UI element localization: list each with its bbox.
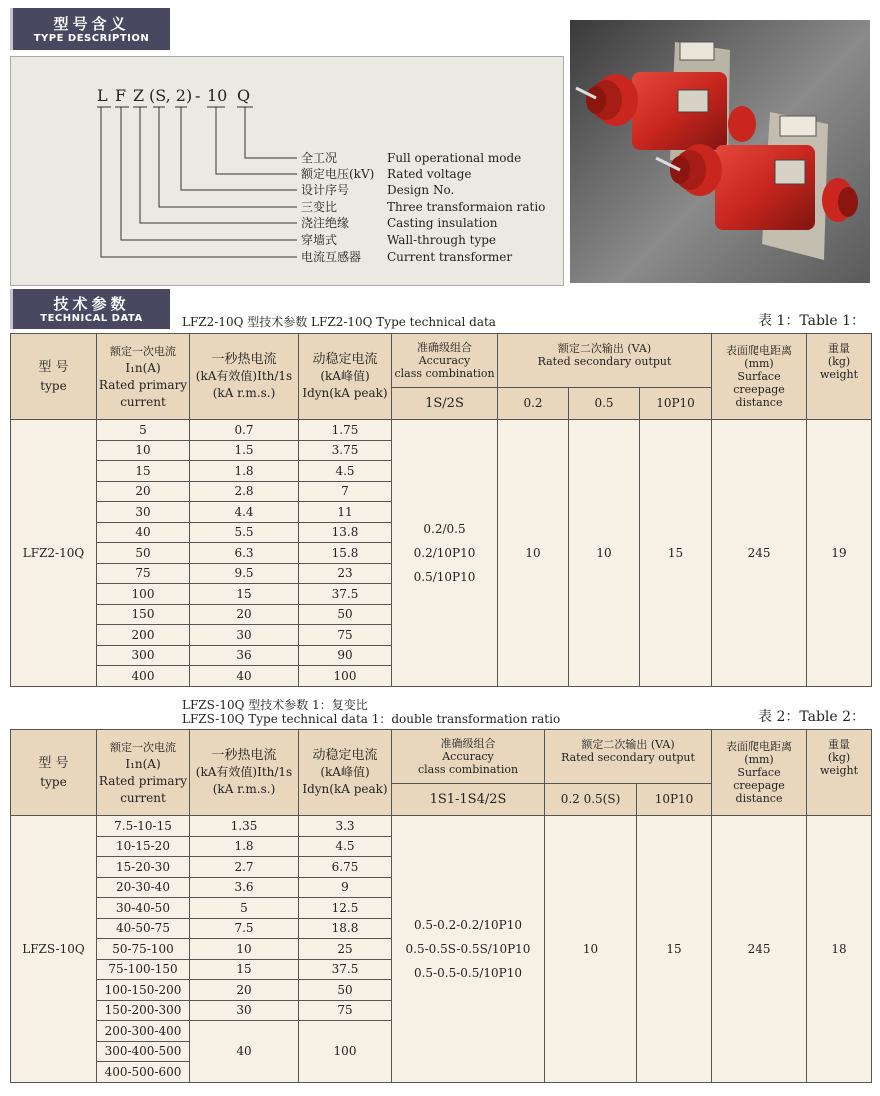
t1-dynamic-current: 100 [299,666,392,687]
t2-thermal-current: 10 [190,939,299,960]
item-full-mode-cn: 全工况 [301,151,338,165]
t1-dynamic-current: 13.8 [299,522,392,543]
item-design-no-en: Design No. [387,183,455,197]
t2-head-type: 型 号 type [11,730,97,816]
t2-primary-current: 15-20-30 [97,857,190,878]
t2-creepage: 245 [712,816,807,1083]
t1-head-output-02: 0.2 [498,388,569,420]
t1-head-weight: 重量 (kg) weight [807,334,872,420]
t1-primary-current: 10 [97,440,190,461]
model-sub-s2: (S, 2) [149,86,193,105]
t1-primary-current: 400 [97,666,190,687]
t1-primary-current: 50 [97,543,190,564]
t1-primary-current: 100 [97,584,190,605]
t1-primary-current: 150 [97,604,190,625]
table2-label: 表 2：Table 2： [758,709,866,725]
item-casting-en: Casting insulation [387,216,498,230]
t1-dynamic-current: 7 [299,481,392,502]
t2-primary-current: 30-40-50 [97,898,190,919]
t2-output-02-05s: 10 [545,816,637,1083]
t2-thermal-current: 1.35 [190,816,299,837]
t1-primary-current: 15 [97,461,190,482]
table1-label: 表 1：Table 1： [758,313,866,329]
t1-dynamic-current: 37.5 [299,584,392,605]
t2-weight: 18 [807,816,872,1083]
t1-primary-current: 40 [97,522,190,543]
t1-thermal-current: 15 [190,584,299,605]
t2-dynamic-current: 50 [299,980,392,1001]
t2-accuracy-combination [392,816,545,1083]
t1-thermal-current: 6.3 [190,543,299,564]
model-letter-l: L [97,86,108,105]
t1-primary-current: 75 [97,563,190,584]
accuracy-option: 0.5-0.2-0.2/10P10 [413,917,523,932]
t1-weight: 19 [807,420,872,687]
t2-thermal-current: 7.5 [190,918,299,939]
t2-thermal-current-merged: 40 [190,1021,299,1083]
t1-dynamic-current: 15.8 [299,543,392,564]
t2-dynamic-current: 6.75 [299,857,392,878]
t2-head-weight: 重量 (kg) weight [807,730,872,816]
t2-primary-current: 50-75-100 [97,939,190,960]
t1-thermal-current: 1.8 [190,461,299,482]
t1-head-type: 型 号 type [11,334,97,420]
t2-primary-current: 20-30-40 [97,877,190,898]
type-description-header [10,8,170,50]
current-transformer-illustration [570,20,870,283]
t2-dynamic-current: 4.5 [299,836,392,857]
accuracy-option: 0.2/10P10 [413,545,476,560]
t2-primary-current: 75-100-150 [97,959,190,980]
t2-head-creepage: 表面爬电距离 (mm) Surface creepage distance [712,730,807,816]
table2-caption-cn: LFZS-10Q 型技术参数 1：复变比 [182,698,368,712]
table-row [11,420,872,441]
t2-head-accuracy: 准确级组合 Accuracy class combination [392,730,545,784]
technical-data-title-en: TECHNICAL DATA [40,313,143,324]
t2-dynamic-current: 12.5 [299,898,392,919]
t1-primary-current: 30 [97,502,190,523]
t1-head-thermal: 一秒热电流 (kA有效值)Ith/1s (kA r.m.s.) [190,334,299,420]
t2-thermal-current: 20 [190,980,299,1001]
t1-dynamic-current: 3.75 [299,440,392,461]
t2-head-thermal: 一秒热电流 (kA有效值)Ith/1s (kA r.m.s.) [190,730,299,816]
t1-thermal-current: 5.5 [190,522,299,543]
t2-head-output-02-05s: 0.2 0.5(S) [545,784,637,816]
item-wall-through-cn: 穿墙式 [301,233,338,247]
t1-thermal-current: 1.5 [190,440,299,461]
t2-model: LFZS-10Q [11,816,97,1083]
t2-output-10p10: 15 [637,816,712,1083]
t2-dynamic-current: 9 [299,877,392,898]
t1-thermal-current: 4.4 [190,502,299,523]
accuracy-option: 0.5/10P10 [413,569,476,584]
item-casting-cn: 浇注绝缘 [301,216,350,230]
t1-thermal-current: 2.8 [190,481,299,502]
t1-head-accuracy: 准确级组合 Accuracy class combination [392,334,498,388]
t1-head-accuracy-sub: 1S/2S [392,388,498,420]
t2-thermal-current: 30 [190,1000,299,1021]
t1-output-05: 10 [569,420,640,687]
item-current-transformer-en: Current transformer [387,250,513,264]
t2-dynamic-current: 3.3 [299,816,392,837]
t1-model: LFZ2-10Q [11,420,97,687]
table-row [11,816,872,837]
t1-primary-current: 5 [97,420,190,441]
t1-dynamic-current: 11 [299,502,392,523]
model-letter-f: F [115,86,127,105]
t2-head-output: 额定二次输出 (VA) Rated secondary output [545,730,712,784]
type-description-title-cn: 型号含义 [53,15,130,33]
t2-head-primary: 额定一次电流 I₁n(A) Rated primary current [97,730,190,816]
table1 [10,333,872,687]
t1-thermal-current: 30 [190,625,299,646]
t2-primary-current: 400-500-600 [97,1062,190,1083]
accuracy-option: 0.5-0.5S-0.5S/10P10 [405,941,531,956]
t1-primary-current: 20 [97,481,190,502]
item-rated-voltage-cn: 额定电压(kV) [301,167,375,181]
t1-output-02: 10 [498,420,569,687]
t2-dynamic-current: 75 [299,1000,392,1021]
t1-thermal-current: 9.5 [190,563,299,584]
technical-data-header [10,289,170,329]
type-description-title-en: TYPE DESCRIPTION [33,33,150,44]
t2-primary-current: 40-50-75 [97,918,190,939]
product-photo [570,20,870,283]
item-full-mode-en: Full operational mode [387,151,522,165]
model-letter-z: Z [133,86,145,105]
t2-thermal-current: 2.7 [190,857,299,878]
t2-dynamic-current: 18.8 [299,918,392,939]
t1-dynamic-current: 23 [299,563,392,584]
t1-head-creepage: 表面爬电距离 (mm) Surface creepage distance [712,334,807,420]
t1-dynamic-current: 75 [299,625,392,646]
t1-thermal-current: 20 [190,604,299,625]
t1-head-output-05: 0.5 [569,388,640,420]
t2-head-output-10p10: 10P10 [637,784,712,816]
t1-dynamic-current: 4.5 [299,461,392,482]
t2-primary-current: 200-300-400 [97,1021,190,1042]
model-letter-q: Q [237,86,251,105]
t2-dynamic-current: 25 [299,939,392,960]
t2-thermal-current: 1.8 [190,836,299,857]
t2-dynamic-current: 37.5 [299,959,392,980]
t1-primary-current: 300 [97,645,190,666]
t1-dynamic-current: 50 [299,604,392,625]
t1-dynamic-current: 90 [299,645,392,666]
t2-thermal-current: 5 [190,898,299,919]
model-dash: - [195,86,201,105]
item-three-ratio-cn: 三变比 [301,200,338,214]
t2-primary-current: 10-15-20 [97,836,190,857]
item-wall-through-en: Wall-through type [387,233,497,247]
t1-dynamic-current: 1.75 [299,420,392,441]
t1-thermal-current: 40 [190,666,299,687]
t2-primary-current: 100-150-200 [97,980,190,1001]
accuracy-option: 0.5-0.5-0.5/10P10 [413,965,523,980]
t1-thermal-current: 0.7 [190,420,299,441]
model-voltage: 10 [207,86,228,105]
table2 [10,729,872,1083]
t2-primary-current: 150-200-300 [97,1000,190,1021]
t2-thermal-current: 15 [190,959,299,980]
t2-thermal-current: 3.6 [190,877,299,898]
t1-head-dynamic: 动稳定电流 (kA峰值) Idyn(kA peak) [299,334,392,420]
t2-primary-current: 7.5-10-15 [97,816,190,837]
t2-head-accuracy-sub: 1S1-1S4/2S [392,784,545,816]
t1-output-10p10: 15 [640,420,712,687]
accuracy-option: 0.2/0.5 [423,521,466,536]
technical-data-title-cn: 技术参数 [53,295,130,313]
t1-accuracy-combination [392,420,498,687]
t2-primary-current: 300-400-500 [97,1041,190,1062]
item-current-transformer-cn: 电流互感器 [301,250,362,264]
t2-head-dynamic: 动稳定电流 (kA峰值) Idyn(kA peak) [299,730,392,816]
table1-caption: LFZ2-10Q 型技术参数 LFZ2-10Q Type technical data [182,315,496,329]
t1-head-output-10p10: 10P10 [640,388,712,420]
item-rated-voltage-en: Rated voltage [387,167,472,181]
type-description-box [10,56,564,286]
t1-primary-current: 200 [97,625,190,646]
table2-caption-en: LFZS-10Q Type technical data 1：double transformation ratio [182,712,561,726]
t2-dynamic-current-merged: 100 [299,1021,392,1083]
t1-head-output: 额定二次输出 (VA) Rated secondary output [498,334,712,388]
item-design-no-cn: 设计序号 [301,183,350,197]
t1-head-primary: 额定一次电流 I₁n(A) Rated primary current [97,334,190,420]
item-three-ratio-en: Three transformaion ratio [387,200,546,214]
t1-thermal-current: 36 [190,645,299,666]
model-designation-diagram [11,57,563,285]
t1-creepage: 245 [712,420,807,687]
designation-leader-lines [97,107,297,257]
